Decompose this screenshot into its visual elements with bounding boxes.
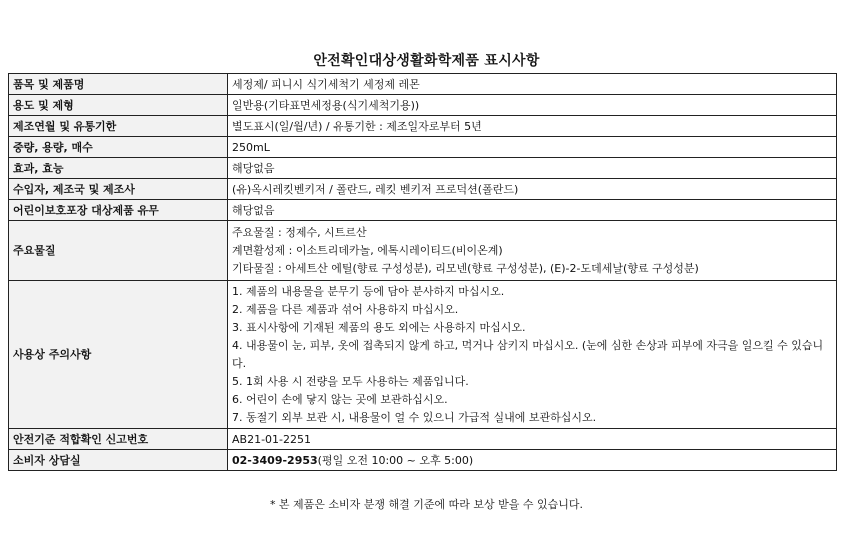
row-value-safety-number: AB21-01-2251: [228, 429, 837, 450]
table-row: [9, 221, 837, 281]
row-label-precautions: 사용상 주의사항: [9, 281, 228, 429]
row-value-product-name: 세정제/ 피니시 식기세척기 세정제 레몬: [228, 74, 837, 95]
row-label-product-name: 품목 및 제품명: [9, 74, 228, 95]
label-table: [8, 73, 837, 471]
substance-line: 계면활성제 : 이소트리데카놀, 에톡시레이티드(비이온계): [232, 244, 503, 257]
row-value-child-packaging: 해당없음: [228, 200, 837, 221]
precaution-item: 7. 동절기 외부 보관 시, 내용물이 얼 수 있으니 가급적 실내에 보관하십시오.: [232, 411, 597, 424]
precaution-item: 4. 내용물이 눈, 피부, 옷에 접촉되지 않게 하고, 먹거나 삼키지 마십시오. (눈에 심한 손상과 피부에 자극을 일으킬 수 있습니다.: [232, 339, 824, 370]
row-value-importer: (유)옥시레킷벤키저 / 폴란드, 레킷 벤키저 프로덕션(폴란드): [228, 179, 837, 200]
precaution-item: 6. 어린이 손에 닿지 않는 곳에 보관하십시오.: [232, 393, 448, 406]
row-label-weight: 중량, 용량, 매수: [9, 137, 228, 158]
table-row: [9, 116, 837, 137]
row-label-child-packaging: 어린이보호포장 대상제품 유무: [9, 200, 228, 221]
row-value-weight: 250mL: [228, 137, 837, 158]
table-row: [9, 158, 837, 179]
row-label-efficacy: 효과, 효능: [9, 158, 228, 179]
table-row: [9, 200, 837, 221]
row-value-usage-type: 일반용(기타표면세정용(식기세척기용)): [228, 95, 837, 116]
compensation-footnote: * 본 제품은 소비자 분쟁 해결 기준에 따라 보상 받을 수 있습니다.: [269, 498, 584, 511]
row-label-usage-type: 용도 및 제형: [9, 95, 228, 116]
precaution-item: 5. 1회 사용 시 전량을 모두 사용하는 제품입니다.: [232, 375, 469, 388]
substance-line: 기타물질 : 아세트산 에틸(향료 구성성분), 리모넨(향료 구성성분), (E)-2-도데세날(향료 구성성분): [232, 262, 699, 275]
table-row: [9, 74, 837, 95]
precaution-item: 2. 제품을 다른 제품과 섞어 사용하지 마십시오.: [232, 303, 459, 316]
row-value-consumer-service: [228, 450, 837, 471]
table-row: [9, 137, 837, 158]
row-label-manufacture-date: 제조연월 및 유통기한: [9, 116, 228, 137]
row-value-main-substances: [228, 221, 837, 281]
row-label-safety-number: 안전기준 적합확인 신고번호: [9, 429, 228, 450]
phone-number: 02-3409-2953: [232, 453, 318, 467]
service-hours: (평일 오전 10:00 ~ 오후 5:00): [317, 453, 474, 467]
row-label-importer: 수입자, 제조국 및 제조사: [9, 179, 228, 200]
row-value-precautions: [228, 281, 837, 429]
row-label-main-substances: 주요물질: [9, 221, 228, 281]
table-row: [9, 95, 837, 116]
precaution-item: 1. 제품의 내용물을 분무기 등에 담아 분사하지 마십시오.: [232, 285, 505, 298]
row-value-efficacy: 해당없음: [228, 158, 837, 179]
table-row: [9, 450, 837, 471]
substance-line: 주요물질 : 정제수, 시트르산: [232, 226, 367, 239]
table-row: [9, 281, 837, 429]
table-row: [9, 429, 837, 450]
page-title: 안전확인대상생활화학제품 표시사항: [313, 53, 540, 69]
table-row: [9, 179, 837, 200]
row-value-manufacture-date: 별도표시(일/월/년) / 유통기한 : 제조일자로부터 5년: [228, 116, 837, 137]
row-label-consumer-service: 소비자 상담실: [9, 450, 228, 471]
precaution-item: 3. 표시사항에 기재된 제품의 용도 외에는 사용하지 마십시오.: [232, 321, 526, 334]
